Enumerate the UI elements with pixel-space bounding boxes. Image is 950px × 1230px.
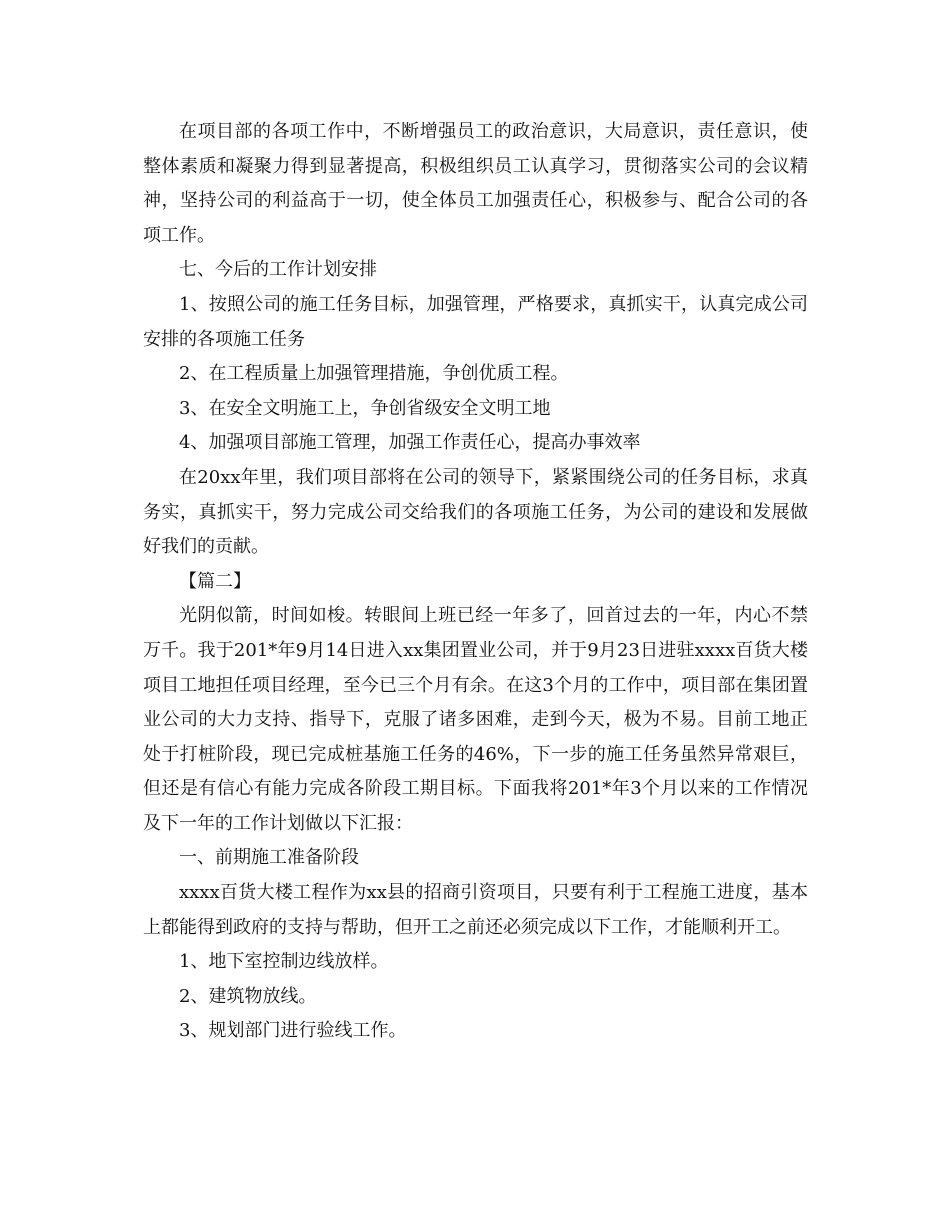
- section-heading: 一、前期施工准备阶段: [179, 847, 359, 869]
- list-item: 2、建筑物放线。: [179, 985, 317, 1007]
- list-item: 3、在安全文明施工上，争创省级安全文明工地: [179, 397, 551, 419]
- section-heading: 【篇二】: [179, 570, 251, 592]
- list-item: 1、按照公司的施工任务目标，加强管理，严格要求，真抓实干，认真完成公司安排的各项施工任务: [143, 293, 808, 350]
- list-item: 2、在工程质量上加强管理措施，争创优质工程。: [179, 363, 569, 385]
- section-heading: 七、今后的工作计划安排: [179, 259, 377, 281]
- list-item: 3、规划部门进行验线工作。: [179, 1020, 407, 1042]
- list-item: 1、地下室控制边线放样。: [179, 951, 389, 973]
- paragraph: 在项目部的各项工作中，不断增强员工的政治意识，大局意识，责任意识，使整体素质和凝聚力得到显著提高，积极组织员工认真学习，贯彻落实公司的会议精神，坚持公司的利益高于一切，使全体员工加强责任心，积极参与、配合公司的各项工作。: [143, 121, 808, 246]
- paragraph: 在20xx年里，我们项目部将在公司的领导下，紧紧围绕公司的任务目标，求真务实，真抓实干，努力完成公司交给我们的各项施工任务，为公司的建设和发展做好我们的贡献。: [143, 466, 808, 558]
- paragraph: xxxx百货大楼工程作为xx县的招商引资项目，只要有利于工程施工进度，基本上都能得到政府的支持与帮助，但开工之前还必须完成以下工作，才能顺利开工。: [143, 882, 808, 938]
- list-item: 4、加强项目部施工管理，加强工作责任心，提高办事效率: [179, 432, 641, 454]
- paragraph: 光阴似箭，时间如梭。转眼间上班已经一年多了，回首过去的一年，内心不禁万千。我于201*年9月14日进入xx集团置业公司，并于9月23日进驻xxxx百货大楼项目工地担任项目经理，至今已三个月有余。在这3个月的工作中，项目部在集团置业公司的大力支持、指导下，克服了诸多困难，走到今天，极为不易。目前工地正处于打桩阶段，现已完成桩基施工任务的46%，下一步的施工任务虽然异常艰巨，但还是有信心有能力完成各阶段工期目标。下面我将201*年3个月以来的工作情况及下一年的工作计划做以下汇报：: [143, 605, 808, 834]
- document-body: [143, 115, 808, 1049]
